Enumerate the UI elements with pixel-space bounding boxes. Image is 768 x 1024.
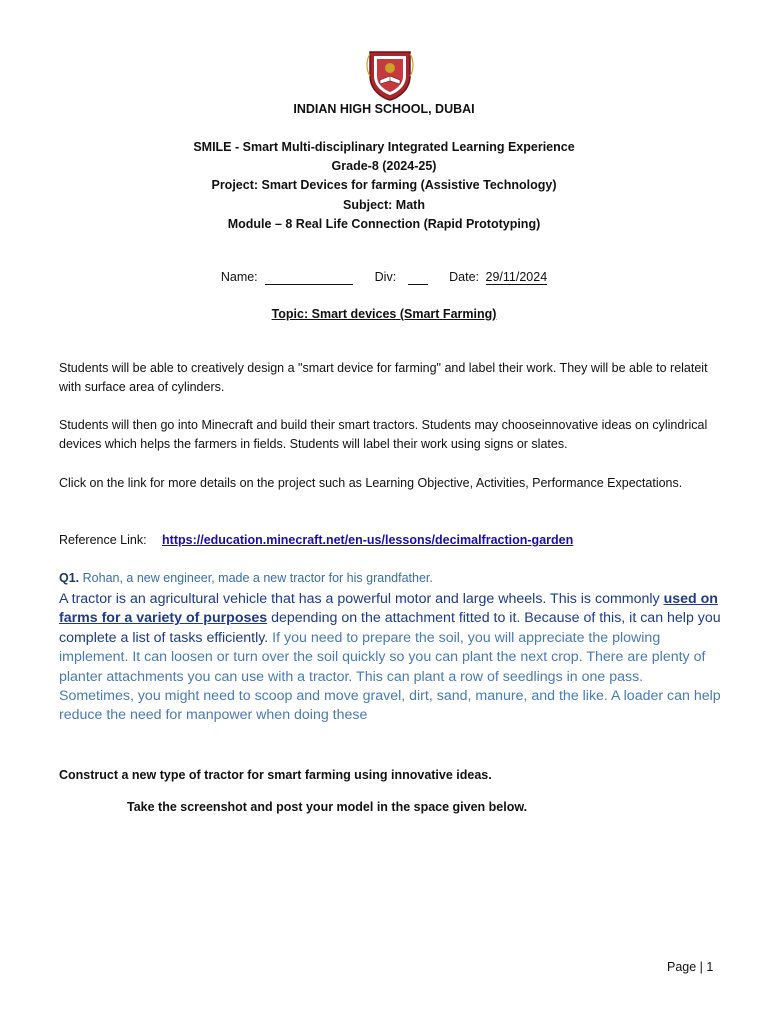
school-name: INDIAN HIGH SCHOOL, DUBAI (293, 102, 475, 116)
grade-line: Grade-8 (2024-25) (331, 159, 437, 174)
div-label: Div: (374, 270, 397, 284)
minecraft-paragraph: Students will then go into Minecraft and build their smart tractors. Students may chooseinnovative ideas on cylindrical devices which helps the farmers in fields. Students will label their work using signs or slates. (59, 418, 708, 451)
name-blank[interactable] (265, 271, 353, 285)
reference-link[interactable]: https://education.minecraft.net/en-us/lessons/decimalfraction-garden (162, 533, 574, 547)
reference-line (59, 531, 573, 550)
module-line: Module – 8 Real Life Connection (Rapid Prototyping) (227, 216, 541, 231)
question-1-intro (59, 569, 721, 588)
tractor-text-1: A tractor is an agricultural vehicle that has a powerful motor and large wheels. This is commonly (59, 591, 664, 607)
project-line: Project: Smart Devices for farming (Assistive Technology) (211, 178, 557, 193)
subject-line: Subject: Math (343, 197, 425, 212)
date-label: Date: (449, 270, 480, 284)
school-crest-icon (362, 46, 418, 102)
tractor-description (59, 590, 721, 726)
question-number: Q1. (59, 571, 80, 585)
reference-label: Reference Link: (59, 533, 147, 547)
link-info-paragraph: Click on the link for more details on the project such as Learning Objective, Activities, Performance Expectations. (59, 476, 683, 490)
topic-text: Topic: Smart devices (Smart Farming) (271, 307, 497, 321)
topic-heading (0, 305, 768, 324)
farms-link[interactable]: used on farms for a variety of purposes (59, 591, 718, 627)
construct-instruction: Construct a new type of tractor for smart farming using innovative ideas. (59, 768, 492, 782)
objective-paragraph: Students will be able to creatively design a "smart device for farming" and label their work. They will be able to relateit with surface area of cylinders. (59, 361, 708, 394)
program-title: SMILE - Smart Multi-disciplinary Integrated Learning Experience (193, 140, 575, 154)
tractor-text-2: depending on the attachment fitted to it. Because of this, it can help you complete a list of tasks efficiently. (59, 610, 721, 646)
page-number: Page | 1 (667, 960, 714, 974)
question-intro-text: Rohan, a new engineer, made a new tractor for his grandfather. (82, 571, 433, 585)
div-blank[interactable] (408, 271, 428, 285)
date-value: 29/11/2024 (485, 270, 548, 284)
project-header (0, 138, 768, 234)
screenshot-instruction: Take the screenshot and post your model in the space given below. (127, 800, 528, 814)
name-label: Name: (220, 270, 258, 284)
student-fields (0, 270, 768, 285)
tractor-text-3: If you need to prepare the soil, you will appreciate the plowing implement. It can loosen or turn over the soil quickly so you can plant the next crop. There are plenty of planter attachments you can use with a tractor. This can plant a row of seedlings in one pass. Sometimes, you might need to scoop and move gravel, dirt, sand, manure, and the like. A loader can help reduce the need for manpower when doing these (59, 629, 721, 724)
